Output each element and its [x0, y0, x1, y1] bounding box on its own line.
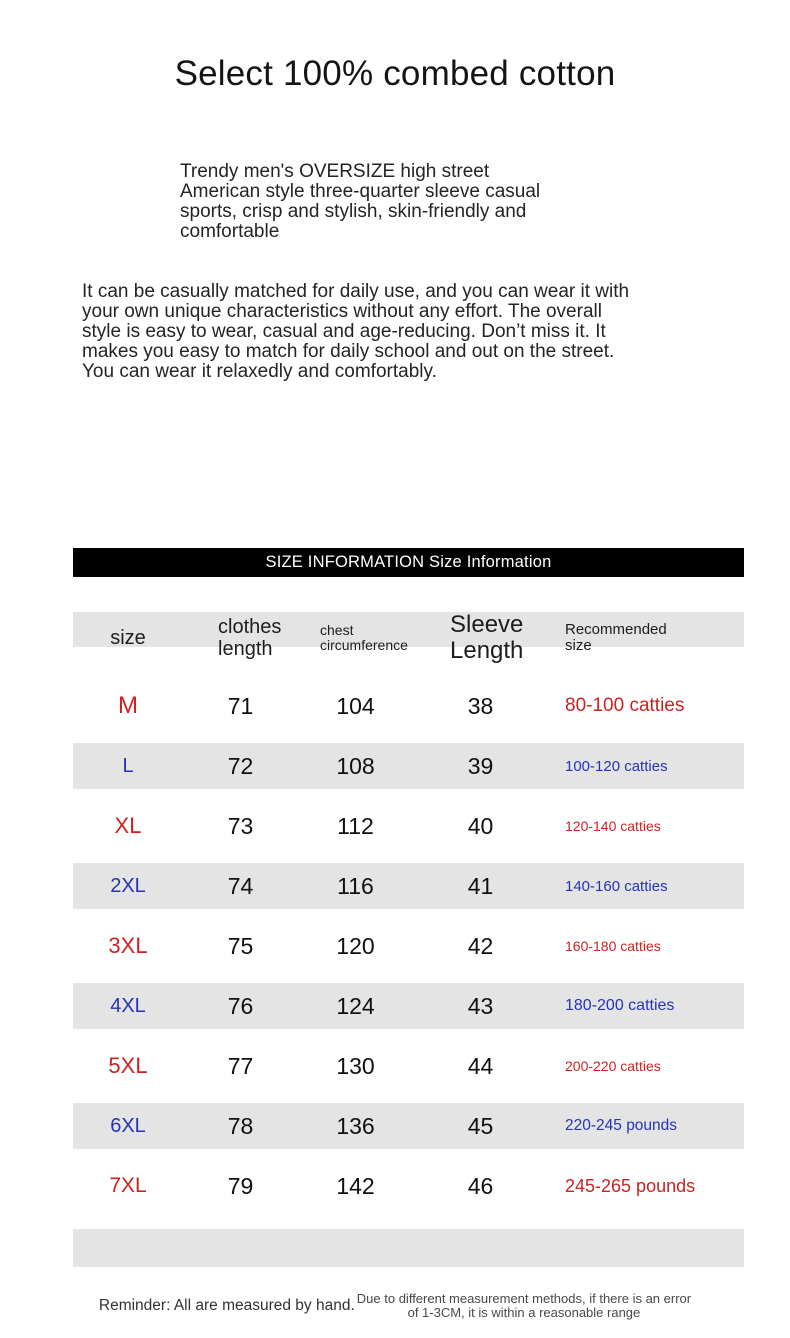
size-cell: 5XL [108, 1053, 148, 1078]
description-line: style is easy to wear, casual and age-reducing. Don’t miss it. It [82, 321, 606, 342]
footer-measurement-note [357, 1292, 691, 1320]
clothes-length-cell: 78 [227, 1112, 254, 1139]
size-cell: 3XL [108, 933, 148, 958]
size-cell: 2XL [110, 874, 146, 897]
sleeve-cell: 39 [467, 752, 494, 779]
empty-table-row [73, 1229, 744, 1267]
chest-cell: 136 [336, 1112, 375, 1139]
table-row [73, 1096, 744, 1156]
size-cell: M [118, 692, 138, 719]
sleeve-cell: 45 [467, 1112, 494, 1139]
recommended-cell: 100-120 catties [565, 757, 668, 775]
description-line: You can wear it relaxedly and comfortably. [82, 361, 437, 382]
sleeve-cell: 42 [467, 932, 494, 959]
clothes-length-cell: 74 [227, 872, 254, 899]
description-line: makes you easy to match for daily school and out on the street. [82, 341, 615, 362]
description-line: It can be casually matched for daily use, and you can wear it with [82, 281, 630, 302]
clothes-length-cell: 71 [227, 692, 254, 719]
clothes-length-cell: 75 [227, 932, 254, 959]
size-cell: XL [114, 813, 142, 838]
size-information-banner-label: SIZE INFORMATION Size Information [265, 553, 552, 571]
intro-line: American style three-quarter sleeve casual [180, 181, 541, 202]
header-cell-size: size [110, 627, 146, 650]
table-row [73, 1156, 744, 1216]
footer-note-line: Due to different measurement methods, if there is an error [356, 1291, 692, 1306]
chest-cell: 112 [337, 812, 374, 839]
recommended-cell: 160-180 catties [565, 938, 661, 954]
chest-cell: 108 [336, 752, 375, 779]
header-cell-clothes-length: clothes length [218, 616, 282, 661]
footer-note-line: of 1-3CM, it is within a reasonable range [407, 1305, 641, 1320]
header-cell-recommended-size: Recommended size [565, 620, 667, 655]
size-cell: 7XL [109, 1174, 147, 1197]
table-row [73, 736, 744, 796]
sleeve-cell: 40 [467, 812, 494, 839]
size-information-banner [73, 548, 744, 577]
sleeve-cell: 46 [467, 1172, 494, 1199]
chest-cell: 104 [336, 692, 375, 719]
size-cell: 4XL [110, 994, 146, 1017]
table-row [73, 916, 744, 976]
intro-paragraph [180, 162, 540, 242]
table-row [73, 976, 744, 1036]
header-cell-chest-circumference: chest circumference [320, 622, 408, 654]
size-table [73, 612, 744, 1267]
sleeve-cell: 43 [467, 992, 494, 1019]
header-cell-sleeve-length: Sleeve Length [450, 611, 524, 665]
size-table-header-row [73, 611, 744, 665]
sleeve-cell: 44 [467, 1052, 494, 1079]
recommended-cell: 220-245 pounds [565, 1117, 678, 1134]
chest-cell: 142 [336, 1172, 375, 1199]
page-title: Select 100% combed cotton [174, 54, 616, 93]
recommended-cell: 245-265 pounds [565, 1175, 696, 1196]
intro-line: sports, crisp and stylish, skin-friendly and [180, 201, 527, 222]
size-cell: 6XL [110, 1114, 146, 1137]
clothes-length-cell: 76 [227, 992, 254, 1019]
chest-cell: 124 [336, 992, 375, 1019]
chest-cell: 130 [336, 1052, 375, 1079]
intro-line: Trendy men's OVERSIZE high street [180, 161, 490, 182]
description-line: your own unique characteristics without any effort. The overall [82, 301, 602, 322]
size-table-body [73, 676, 744, 1216]
table-row [73, 796, 744, 856]
recommended-cell: 120-140 catties [565, 818, 661, 834]
recommended-cell: 200-220 catties [565, 1058, 661, 1074]
clothes-length-cell: 77 [227, 1052, 254, 1079]
recommended-cell: 180-200 catties [565, 997, 675, 1014]
table-row [73, 1036, 744, 1096]
footer-note [0, 1292, 790, 1320]
clothes-length-cell: 72 [227, 752, 254, 779]
sleeve-cell: 38 [467, 692, 494, 719]
recommended-cell: 140-160 catties [565, 877, 668, 895]
clothes-length-cell: 73 [227, 812, 254, 839]
clothes-length-cell: 79 [227, 1172, 254, 1199]
chest-cell: 120 [336, 932, 375, 959]
sleeve-cell: 41 [467, 872, 494, 899]
intro-line: comfortable [180, 221, 280, 242]
footer-reminder: Reminder: All are measured by hand. [98, 1297, 355, 1314]
table-row [73, 676, 744, 736]
chest-cell: 116 [337, 872, 374, 899]
description-paragraph [82, 282, 629, 382]
recommended-cell: 80-100 catties [565, 695, 685, 716]
size-cell: L [122, 754, 134, 777]
table-row [73, 856, 744, 916]
